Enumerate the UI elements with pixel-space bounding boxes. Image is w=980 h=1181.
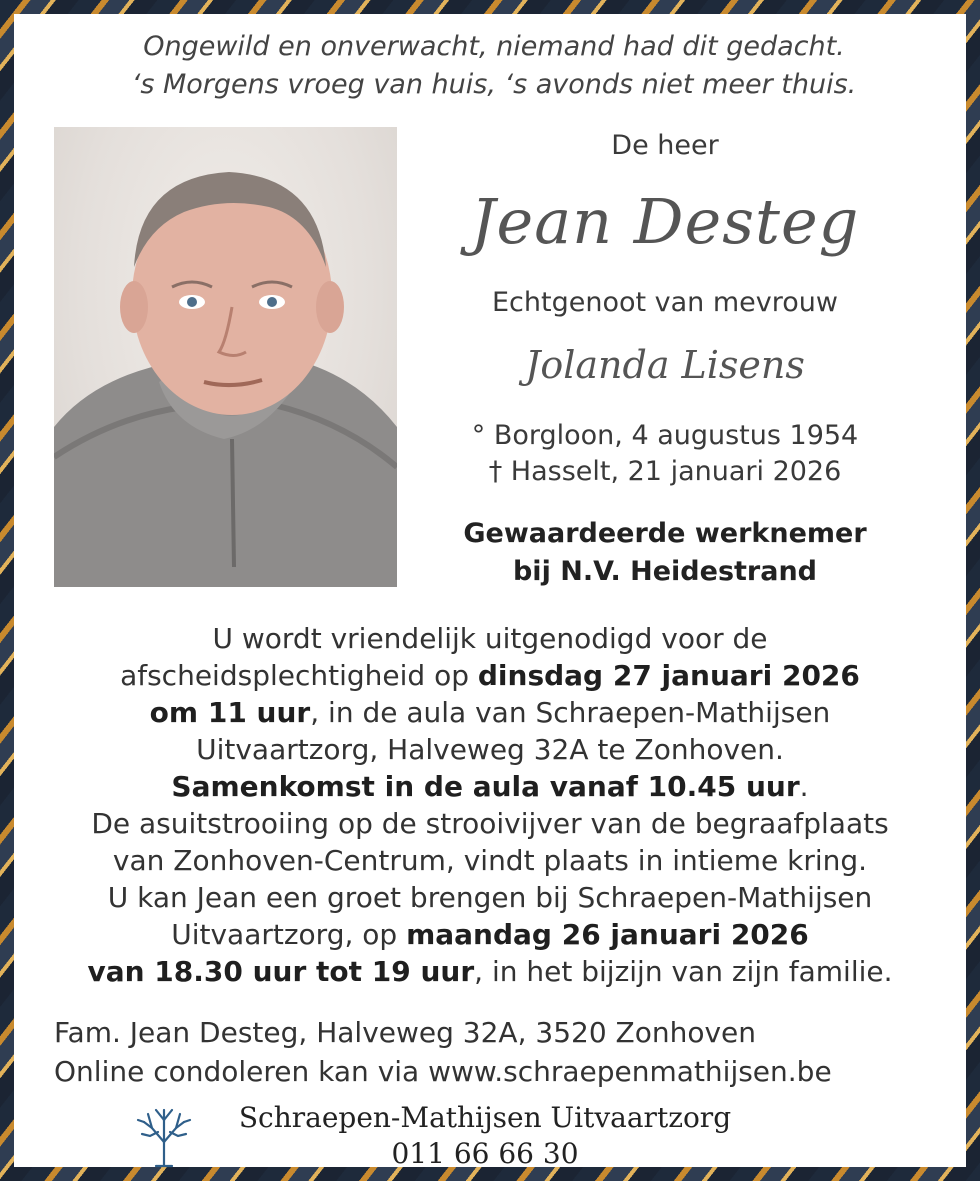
invite-line: om 11 uur, in de aula van Schraepen-Mathijsen <box>149 696 831 729</box>
invite-line: van 18.30 uur tot 19 uur, in het bijzijn van zijn familie. <box>87 955 893 988</box>
life-dates <box>420 418 910 490</box>
funeral-home-phone[interactable]: 011 66 66 30 <box>391 1137 579 1170</box>
ceremony-time: om 11 uur <box>149 696 311 729</box>
invite-line: U wordt vriendelijk uitgenodigd voor de <box>212 622 768 655</box>
honorific: De heer <box>611 130 719 161</box>
spouse-name: Jolanda Lisens <box>525 343 805 387</box>
death-line: † Hasselt, 21 januari 2026 <box>488 456 842 487</box>
motto-line-1: Ongewild en onverwacht, niemand had dit gedacht. <box>143 31 845 62</box>
ceremony-date: dinsdag 27 januari 2026 <box>477 659 860 692</box>
spouse-label: Echtgenoot van mevrouw <box>491 287 838 318</box>
online-condolence-link[interactable]: Online condoleren kan via www.schraepenmathijsen.be <box>54 1055 832 1088</box>
motto-line-2: ‘s Morgens vroeg van huis, ‘s avonds niet meer thuis. <box>131 69 857 100</box>
visitation-date: maandag 26 januari 2026 <box>406 918 809 951</box>
gathering-time: Samenkomst in de aula vanaf 10.45 uur <box>171 770 800 803</box>
occupation <box>420 515 910 591</box>
invite-line: Samenkomst in de aula vanaf 10.45 uur. <box>171 770 809 803</box>
family-contact <box>54 1013 954 1091</box>
portrait-illustration <box>54 127 397 587</box>
funeral-home-name: Schraepen-Mathijsen Uitvaartzorg <box>238 1101 732 1134</box>
birth-line: ° Borgloon, 4 augustus 1954 <box>471 420 859 451</box>
funeral-home <box>200 1100 770 1172</box>
invite-line: afscheidsplechtigheid op dinsdag 27 januari 2026 <box>120 659 860 692</box>
invite-line: U kan Jean een groet brengen bij Schraepen-Mathijsen <box>107 881 873 914</box>
ceremony-invitation <box>0 620 980 990</box>
invite-line: Uitvaartzorg, Halveweg 32A te Zonhoven. <box>196 733 784 766</box>
tree-icon <box>134 1102 194 1168</box>
visitation-time: van 18.30 uur tot 19 uur <box>87 955 475 988</box>
invite-line: Uitvaartzorg, op maandag 26 januari 2026 <box>171 918 809 951</box>
invite-line: De asuitstrooiing op de strooivijver van de begraafplaats <box>91 807 889 840</box>
occupation-line-1: Gewaardeerde werknemer <box>463 518 867 549</box>
portrait-photo <box>54 127 397 587</box>
family-address: Fam. Jean Desteg, Halveweg 32A, 3520 Zonhoven <box>54 1016 757 1049</box>
deceased-name: Jean Desteg <box>470 185 860 258</box>
occupation-line-2: bij N.V. Heidestrand <box>512 556 818 587</box>
motto <box>0 28 980 104</box>
invite-line: van Zonhoven-Centrum, vindt plaats in intieme kring. <box>112 844 868 877</box>
